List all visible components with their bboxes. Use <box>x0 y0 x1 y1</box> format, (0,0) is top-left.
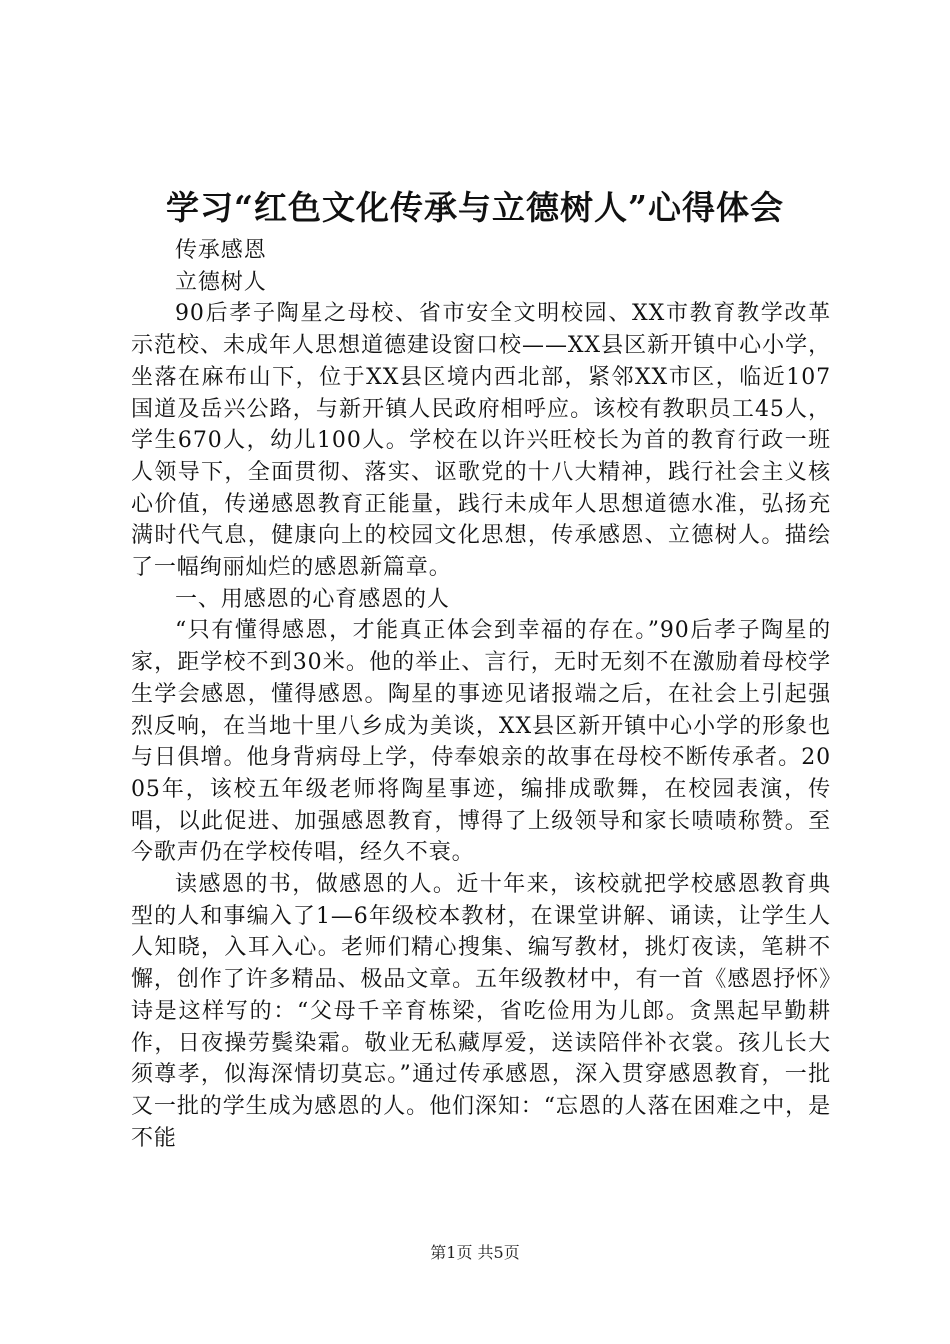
section-heading-one: 一、用感恩的心育感恩的人 <box>175 586 450 612</box>
document-body <box>131 235 831 1154</box>
subheading-lide-shuren: 立德树人 <box>175 269 267 295</box>
subheading-chuancheng-ganen: 传承感恩 <box>175 238 267 263</box>
paragraph-gratitude-books: 读感恩的书，做感恩的人。近十年来，该校就把学校感恩教育典型的人和事编入了1—6年级校本教材，在课堂讲解、诵读，让学生人人知晓，入耳入心。老师们精心搜集、编写教材，挑灯夜读，笔耕不懈，创作了许多精品、极品文章。五年级教材中，有一首《感恩抒怀》诗是这样写的：“父母千辛育栋梁，省吃俭用为儿郎。贪黑起早勤耕作，日夜操劳鬓染霜。敬业无私藏厚爱，送读陪伴补衣裳。孩儿长大须尊孝，似海深情切莫忘。”通过传承感恩，深入贯穿感恩教育，一批又一批的学生成为感恩的人。他们深知：“忘恩的人落在困难之中，是不能 <box>131 872 831 1151</box>
page-footer: 第1页 共5页 <box>430 1243 520 1262</box>
paragraph-tao-xing-story: “只有懂得感恩，才能真正体会到幸福的存在。”90后孝子陶星的家，距学校不到30米。他的举止、言行，无时无刻不在激励着母校学生学会感恩，懂得感恩。陶星的事迹见诸报端之后，在社会上引起强烈反响，在当地十里八乡成为美谈，XX县区新开镇中心小学的形象也与日俱增。他身背病母上学，侍奉娘亲的故事在母校不断传承者。2005年，该校五年级老师将陶星事迹，编排成歌舞，在校园表演，传唱，以此促进、加强感恩教育，博得了上级领导和家长啧啧称赞。至今歌声仍在学校传唱，经久不衰。 <box>131 618 831 866</box>
paragraph-school-intro: 90后孝子陶星之母校、省市安全文明校园、XX市教育教学改革示范校、未成年人思想道德建设窗口校——XX县区新开镇中心小学，坐落在麻布山下，位于XX县区境内西北部，紧邻XX市区，临近107国道及岳兴公路，与新开镇人民政府相呼应。该校有教职员工45人，学生670人，幼儿100人。学校在以许兴旺校长为首的教育行政一班人领导下，全面贯彻、落实、讴歌党的十八大精神，践行社会主义核心价值，传递感恩教育正能量，践行未成年人思想道德水准，弘扬充满时代气息，健康向上的校园文化思想，传承感恩、立德树人。描绘了一幅绚丽灿烂的感恩新篇章。 <box>131 301 831 581</box>
document-title: 学习“红色文化传承与立德树人”心得体会 <box>166 188 784 227</box>
